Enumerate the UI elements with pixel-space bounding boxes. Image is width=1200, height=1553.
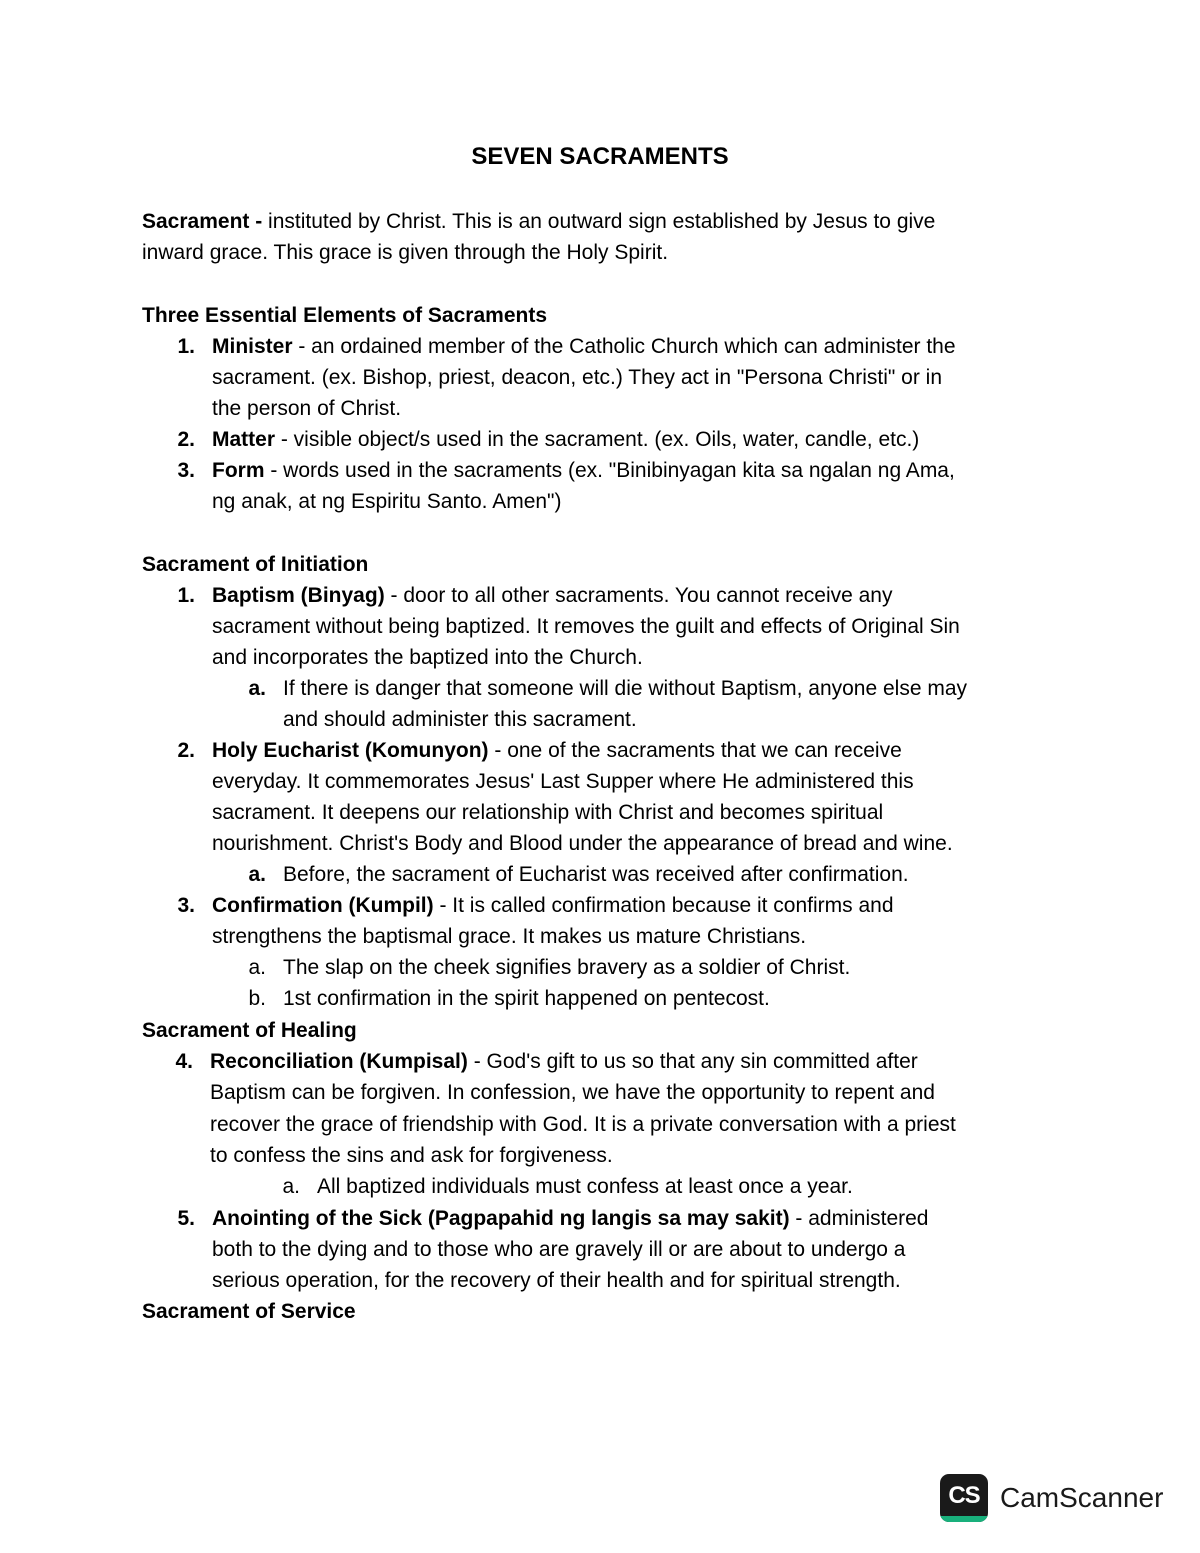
item-term: Holy Eucharist (Komunyon) — [212, 739, 489, 762]
intro-line-1 — [142, 206, 935, 237]
item-text: - words used in the sacraments (ex. "Binibinyagan kita sa ngalan ng Ama, — [264, 459, 955, 482]
sub-label: a. — [248, 956, 266, 979]
item-text: - visible object/s used in the sacrament. (ex. Oils, water, candle, etc.) — [275, 428, 920, 451]
item-text: - one of the sacraments that we can receive — [488, 739, 902, 762]
item-term: Form — [212, 459, 265, 482]
intro-term: Sacrament - — [142, 210, 263, 233]
initiation-heading: Sacrament of Initiation — [142, 553, 369, 576]
logo-accent-stripe — [940, 1516, 988, 1522]
list-item-form — [212, 455, 955, 486]
list-number: 5. — [177, 1207, 195, 1230]
item-text: nourishment. Christ's Body and Blood under the appearance of bread and wine. — [212, 832, 953, 855]
list-item-baptism — [212, 580, 892, 611]
item-term: Baptism (Binyag) — [212, 584, 385, 607]
item-text: Baptism can be forgiven. In confession, we have the opportunity to repent and — [210, 1081, 935, 1104]
item-text: everyday. It commemorates Jesus' Last Supper where He administered this — [212, 770, 914, 793]
item-text: - It is called confirmation because it confirms and — [433, 894, 894, 917]
item-term: Anointing of the Sick (Pagpapahid ng langis sa may sakit) — [212, 1207, 790, 1230]
sub-item-text: All baptized individuals must confess at least once a year. — [317, 1175, 853, 1198]
camscanner-watermark — [940, 1473, 1163, 1523]
sub-item-text: 1st confirmation in the spirit happened on pentecost. — [283, 987, 770, 1010]
list-item-anointing — [212, 1203, 928, 1234]
item-text: recover the grace of friendship with God. It is a private conversation with a priest — [210, 1113, 956, 1136]
sub-item-text: Before, the sacrament of Eucharist was received after confirmation. — [283, 863, 909, 886]
item-text: and incorporates the baptized into the Church. — [212, 646, 643, 669]
sub-item-text: The slap on the cheek signifies bravery as a soldier of Christ. — [283, 956, 851, 979]
list-item-eucharist — [212, 735, 902, 766]
sub-label: a. — [248, 863, 266, 886]
logo-badge-text: CS — [948, 1482, 980, 1509]
list-number: 3. — [177, 459, 195, 482]
list-number: 4. — [175, 1050, 193, 1073]
item-text: to confess the sins and ask for forgiveness. — [210, 1144, 613, 1167]
item-text: both to the dying and to those who are gravely ill or are about to undergo a — [212, 1238, 906, 1261]
item-text: - God's gift to us so that any sin committed after — [467, 1050, 918, 1073]
camscanner-logo-icon — [940, 1474, 988, 1522]
item-text: - administered — [789, 1207, 929, 1230]
list-number: 3. — [177, 894, 195, 917]
logo-wordmark: CamScanner — [1000, 1482, 1164, 1513]
list-number: 2. — [177, 428, 195, 451]
item-term: Reconciliation (Kumpisal) — [210, 1050, 468, 1073]
item-text: sacrament without being baptized. It removes the guilt and effects of Original Sin — [212, 615, 960, 638]
item-term: Confirmation (Kumpil) — [212, 894, 434, 917]
list-number: 1. — [177, 335, 195, 358]
sub-item-text: If there is danger that someone will die without Baptism, anyone else may — [283, 677, 968, 700]
item-text: ng anak, at ng Espiritu Santo. Amen") — [212, 490, 562, 513]
sub-item-text: and should administer this sacrament. — [283, 708, 637, 731]
item-text: sacrament. It deepens our relationship with Christ and becomes spiritual — [212, 801, 884, 824]
item-text: strengthens the baptismal grace. It makes us mature Christians. — [212, 925, 807, 948]
intro-text-1: instituted by Christ. This is an outward sign established by Jesus to give — [262, 210, 936, 233]
item-term: Matter — [212, 428, 276, 451]
intro-line-2: inward grace. This grace is given through the Holy Spirit. — [142, 241, 669, 264]
list-number: 1. — [177, 584, 195, 607]
list-item-minister — [212, 331, 956, 362]
elements-heading: Three Essential Elements of Sacraments — [142, 304, 547, 327]
list-number: 2. — [177, 739, 195, 762]
service-heading: Sacrament of Service — [142, 1300, 356, 1323]
sub-label: a. — [282, 1175, 300, 1198]
item-term: Minister — [212, 335, 293, 358]
item-text: serious operation, for the recovery of their health and for spiritual strength. — [212, 1269, 901, 1292]
item-text: the person of Christ. — [212, 397, 402, 420]
item-text: - an ordained member of the Catholic Church which can administer the — [292, 335, 956, 358]
sub-label: b. — [248, 987, 266, 1010]
item-text: - door to all other sacraments. You cannot receive any — [384, 584, 893, 607]
item-text: sacrament. (ex. Bishop, priest, deacon, etc.) They act in "Persona Christi" or in — [212, 366, 943, 389]
sub-label: a. — [248, 677, 266, 700]
list-item-reconciliation — [210, 1046, 918, 1077]
healing-heading: Sacrament of Healing — [142, 1019, 357, 1042]
list-item-confirmation — [212, 890, 894, 921]
list-item-matter — [212, 424, 919, 455]
page-title: SEVEN SACRAMENTS — [471, 143, 729, 170]
